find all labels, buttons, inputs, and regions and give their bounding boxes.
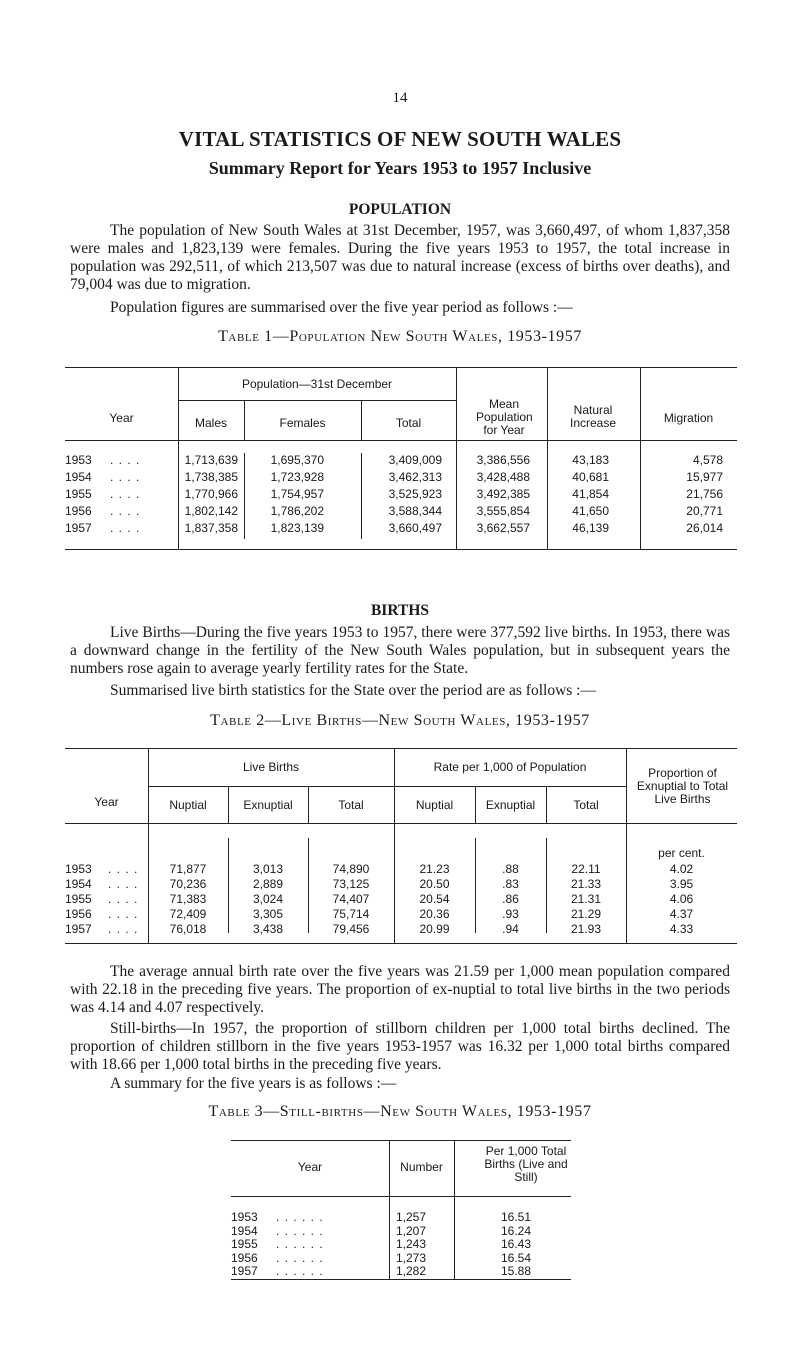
rate-exnuptial-cell: .88 [502, 862, 519, 876]
births-heading: BIRTHS [370, 602, 430, 619]
total-cell: 3,660,497 [388, 521, 442, 535]
proportion-cell: 4.06 [669, 892, 694, 906]
year-cell: 1955 [65, 487, 92, 501]
col-rate-group-header: Rate per 1,000 of Population [433, 760, 587, 774]
total-cell: 74,890 [332, 862, 370, 876]
exnuptial-cell: 3,013 [252, 862, 284, 876]
natural-increase-cell: 41,650 [572, 504, 609, 518]
col-year-header: Year [297, 1160, 323, 1174]
total-cell: 74,407 [332, 892, 370, 906]
leader-dots: . . . . . . [276, 1210, 324, 1224]
migration-cell: 21,756 [686, 487, 723, 501]
table-1-caption: Table 1—Population New South Wales, 1953-1957 [218, 328, 582, 345]
col-population-group-header: Population—31st December [241, 377, 393, 391]
col-year-header: Year [109, 411, 134, 425]
births-paragraph-5: A summary for the five years is as follows :— [110, 1075, 397, 1092]
per-1000-cell: 16.51 [501, 1210, 532, 1224]
exnuptial-cell: 3,438 [252, 922, 284, 936]
births-paragraph-1: Live Births—During the five years 1953 to 1957, there were 377,592 live births. In 1953, there was a downward change in the fertility of the New South Wales population, but in subsequent years the numbers rose again to average yearly fertility rates for the State. [70, 624, 730, 677]
births-paragraph-4: Still-births—In 1957, the proportion of stillborn children per 1,000 total births declined. The proportion of children stillborn in the five years 1953-1957 was 16.32 per 1,000 total births compared with 18.66 per 1,000 total births in the preceding five years. [70, 1020, 730, 1073]
per-cent-label: per cent. [658, 846, 705, 860]
col-proportion-header: Proportion of Exnuptial to Total Live Births [636, 766, 729, 806]
number-cell: 1,243 [396, 1237, 427, 1251]
rate-exnuptial-cell: .94 [502, 922, 519, 936]
total-cell: 73,125 [332, 877, 370, 891]
females-cell: 1,754,957 [270, 487, 324, 501]
per-1000-cell: 16.43 [501, 1237, 532, 1251]
natural-increase-cell: 40,681 [572, 470, 609, 484]
population-heading: POPULATION [348, 201, 452, 218]
year-cell: 1956 [65, 907, 92, 921]
number-cell: 1,273 [396, 1250, 427, 1265]
rate-exnuptial-cell: .83 [502, 877, 519, 891]
year-cell: 1954 [65, 470, 92, 484]
exnuptial-cell: 3,024 [252, 892, 284, 906]
rate-nuptial-cell: 21.23 [419, 862, 450, 876]
col-rate-total-header: Total [573, 798, 599, 812]
total-cell: 75,714 [332, 907, 370, 921]
col-females-header: Females [279, 416, 326, 430]
males-cell: 1,738,385 [184, 470, 238, 484]
nuptial-cell: 76,018 [169, 922, 207, 936]
females-cell: 1,723,928 [270, 470, 324, 484]
leader-dots: . . . . [110, 453, 141, 467]
natural-increase-cell: 41,854 [572, 487, 609, 501]
proportion-cell: 4.37 [669, 907, 694, 921]
leader-dots: . . . . [108, 907, 139, 921]
nuptial-cell: 72,409 [169, 907, 207, 921]
males-cell: 1,837,358 [184, 521, 238, 535]
page-number: 14 [392, 90, 408, 106]
proportion-cell: 4.33 [669, 922, 694, 936]
per-1000-cell: 16.24 [501, 1223, 532, 1238]
population-paragraph-2: Population figures are summarised over the five year period as follows :— [110, 299, 573, 316]
year-cell: 1956 [231, 1250, 258, 1265]
leader-dots: . . . . . . [276, 1250, 324, 1265]
total-cell: 3,462,313 [388, 470, 442, 484]
rate-exnuptial-cell: .93 [502, 907, 519, 921]
females-cell: 1,823,139 [270, 521, 324, 535]
per-1000-cell: 16.54 [501, 1250, 532, 1265]
year-cell: 1956 [65, 504, 92, 518]
migration-cell: 15,977 [686, 470, 723, 484]
leader-dots: . . . . [110, 504, 141, 518]
year-cell: 1953 [65, 453, 92, 467]
mean-population-cell: 3,555,854 [476, 504, 530, 518]
rate-nuptial-cell: 20.36 [419, 907, 450, 921]
year-cell: 1957 [65, 521, 92, 535]
col-nuptial-header: Nuptial [169, 798, 207, 812]
females-cell: 1,786,202 [270, 504, 324, 518]
year-cell: 1955 [65, 892, 92, 906]
proportion-cell: 3.95 [669, 877, 694, 891]
col-year-header: Year [94, 795, 119, 809]
page-subtitle: Summary Report for Years 1953 to 1957 Inclusive [208, 158, 592, 178]
rate-nuptial-cell: 20.50 [419, 877, 450, 891]
mean-population-cell: 3,492,385 [476, 487, 530, 501]
year-cell: 1954 [231, 1223, 258, 1238]
col-natural-increase-header: Natural Increase [569, 403, 617, 430]
leader-dots: . . . . [108, 892, 139, 906]
year-cell: 1953 [231, 1210, 258, 1224]
col-total-header: Total [338, 798, 364, 812]
births-paragraph-3: The average annual birth rate over the five years was 21.59 per 1,000 mean population compared with 22.18 in the preceding five years. The proportion of ex-nuptial to total live births in the two periods was 4.14 and 4.07 respectively. [70, 963, 730, 1016]
nuptial-cell: 71,877 [169, 862, 207, 876]
migration-cell: 4,578 [692, 453, 723, 467]
rate-total-cell: 21.93 [570, 922, 602, 936]
females-cell: 1,695,370 [270, 453, 324, 467]
males-cell: 1,802,142 [184, 504, 238, 518]
leader-dots: . . . . [110, 487, 141, 501]
col-rate-exnuptial-header: Exnuptial [485, 798, 536, 812]
col-per-1000-header: Per 1,000 Total Births (Live and Still) [484, 1144, 568, 1184]
leader-dots: . . . . [110, 470, 141, 484]
total-cell: 3,525,923 [388, 487, 442, 501]
exnuptial-cell: 2,889 [252, 877, 284, 891]
leader-dots: . . . . . . [276, 1223, 324, 1238]
col-live-births-group-header: Live Births [242, 760, 300, 774]
leader-dots: . . . . [108, 922, 139, 936]
year-cell: 1954 [65, 877, 92, 891]
col-rate-nuptial-header: Nuptial [415, 798, 454, 812]
number-cell: 1,257 [396, 1210, 427, 1224]
year-cell: 1955 [231, 1237, 258, 1251]
nuptial-cell: 71,383 [169, 892, 207, 906]
leader-dots: . . . . [108, 877, 139, 891]
number-cell: 1,207 [396, 1223, 427, 1238]
males-cell: 1,770,966 [184, 487, 238, 501]
mean-population-cell: 3,386,556 [476, 453, 530, 467]
natural-increase-cell: 46,139 [572, 521, 609, 535]
rate-total-cell: 22.11 [571, 862, 601, 876]
col-number-header: Number [400, 1160, 443, 1174]
leader-dots: . . . . [108, 862, 139, 876]
col-migration-header: Migration [663, 411, 714, 425]
natural-increase-cell: 43,183 [572, 453, 609, 467]
table-2-caption: Table 2—Live Births—New South Wales, 1953-1957 [210, 712, 590, 729]
col-exnuptial-header: Exnuptial [243, 798, 293, 812]
total-cell: 3,409,009 [388, 453, 442, 467]
births-paragraph-2: Summarised live birth statistics for the State over the period are as follows :— [110, 682, 596, 699]
number-cell: 1,282 [396, 1264, 427, 1278]
rate-total-cell: 21.33 [570, 877, 602, 891]
proportion-cell: 4.02 [669, 862, 694, 876]
col-mean-population-header: Mean Population for Year [476, 397, 533, 437]
total-cell: 79,456 [332, 922, 370, 936]
year-cell: 1953 [65, 862, 92, 876]
leader-dots: . . . . . . [276, 1264, 324, 1278]
table-3-caption: Table 3—Still-births—New South Wales, 1953-1957 [208, 1103, 592, 1120]
rate-nuptial-cell: 20.54 [419, 892, 450, 906]
rate-exnuptial-cell: .86 [502, 892, 519, 906]
rate-nuptial-cell: 20.99 [419, 922, 450, 936]
year-cell: 1957 [65, 922, 92, 936]
total-cell: 3,588,344 [388, 504, 442, 518]
leader-dots: . . . . . . [276, 1237, 324, 1251]
migration-cell: 26,014 [686, 521, 723, 535]
per-1000-cell: 15.88 [501, 1264, 532, 1278]
year-cell: 1957 [231, 1264, 258, 1278]
mean-population-cell: 3,428,488 [476, 470, 530, 484]
page-title: VITAL STATISTICS OF NEW SOUTH WALES [178, 127, 622, 151]
population-paragraph-1: The population of New South Wales at 31st December, 1957, was 3,660,497, of whom 1,837,358 were males and 1,823,139 were females. During the five years 1953 to 1957, the total increase in population was 292,511, of which 213,507 was due to natural increase (excess of births over deaths), and 79,004 was due to migration. [70, 222, 730, 293]
males-cell: 1,713,639 [184, 453, 238, 467]
rate-total-cell: 21.29 [570, 907, 602, 921]
nuptial-cell: 70,236 [169, 877, 207, 891]
col-total-header: Total [395, 416, 422, 430]
leader-dots: . . . . [110, 521, 141, 535]
exnuptial-cell: 3,305 [252, 907, 284, 921]
migration-cell: 20,771 [686, 504, 723, 518]
rate-total-cell: 21.31 [570, 892, 602, 906]
mean-population-cell: 3,662,557 [476, 521, 530, 535]
col-males-header: Males [194, 416, 227, 430]
